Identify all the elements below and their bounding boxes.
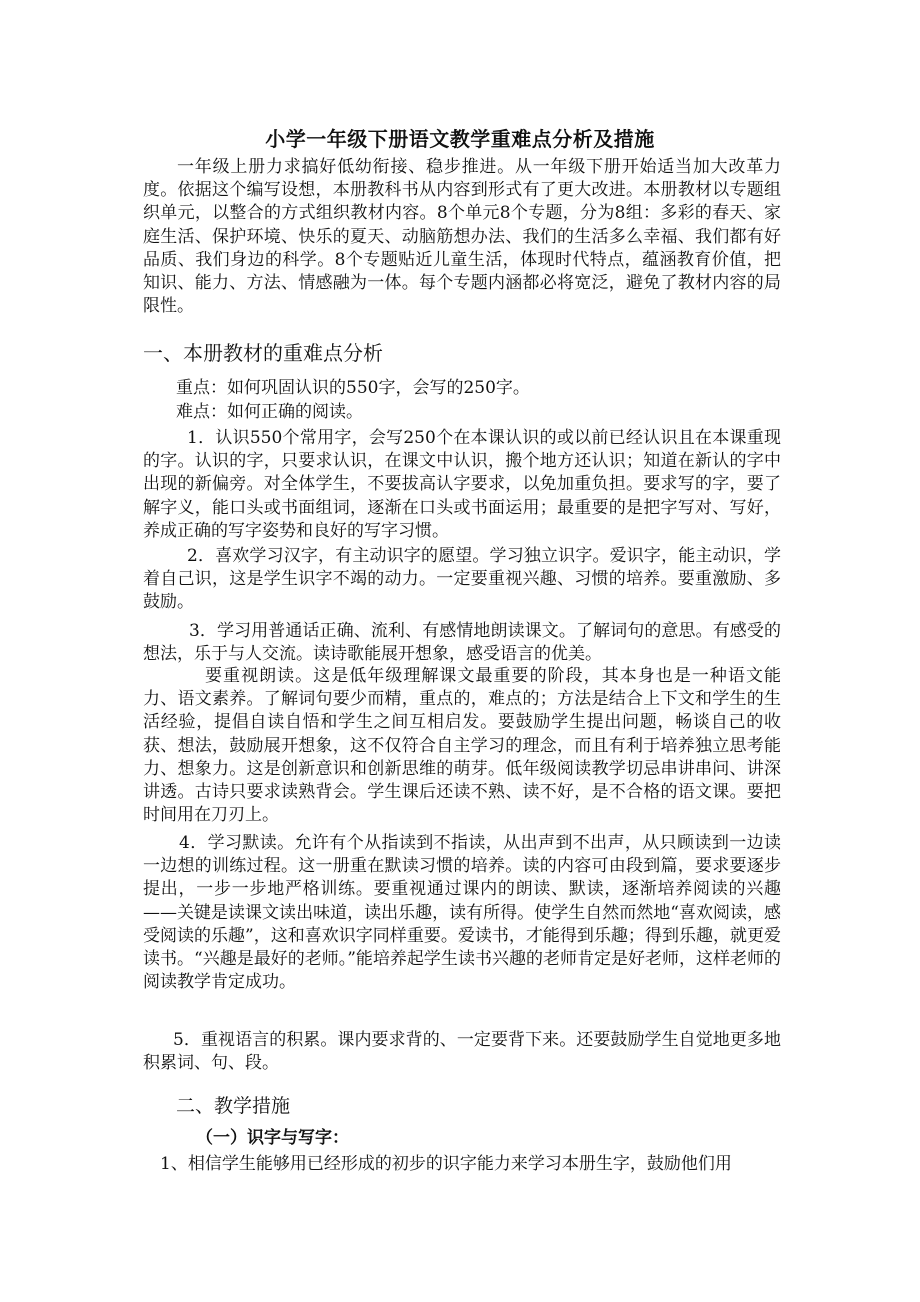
- intro-paragraph: 一年级上册力求搞好低幼衔接、稳步推进。从一年级下册开始适当加大改革力度。依据这个编写设想，本册教科书从内容到形式有了更大改进。本册教材以专题组织单元，以整合的方式组织教材内容。8个单元8个专题，分为8组：多彩的春天、家庭生活、保护环境、快乐的夏天、动脑筋想办法、我们的生活多么幸福、我们都有好品质、我们身边的科学。8个专题贴近儿童生活，体现时代特点，蕴涵教育价值，把知识、能力、方法、情感融为一体。每个专题内涵都必将宽泛，避免了教材内容的局限性。: [143, 157, 781, 317]
- section2-subheading: （一）识字与写字：: [196, 1128, 349, 1148]
- item2-paragraph: 2．喜欢学习汉字，有主动识字的愿望。学习独立识字。爱识字，能主动识，学着自己识，这是学生识字不竭的动力。一定要重视兴趣、习惯的培养。要重激励、多鼓励。: [143, 546, 781, 613]
- item3-detail-paragraph: 要重视朗读。这是低年级理解课文最重要的阶段，其本身也是一种语文能力、语文素养。了解词句要少而精，重点的，难点的；方法是结合上下文和学生的生活经验，提倡自读自悟和学生之间互相启发。要鼓励学生提出问题，畅谈自己的收获、想法，鼓励展开想象，这不仅符合自主学习的理念，而且有利于培养独立思考能力、想象力。这是创新意识和创新思维的萌芽。低年级阅读教学切忌串讲串问、讲深讲透。古诗只要求读熟背会。学生课后还读不熟、读不好，是不合格的语文课。要把时间用在刀刃上。: [143, 666, 781, 826]
- section2-heading: 二、教学措施: [176, 1095, 291, 1117]
- document-title: 小学一年级下册语文教学重难点分析及措施: [265, 127, 655, 151]
- item1-paragraph: 1．认识550个常用字，会写250个在本课认识的或以前已经认识且在本课重现的字。认识的字，只要求认识，在课文中认识，搬个地方还认识；知道在新认的字中出现的新偏旁。对全体学生，不要拔高认字要求，以免加重负担。要求写的字，要了解字义，能口头或书面组词，逐渐在口头或书面运用；最重要的是把字写对、写好，养成正确的写字姿势和良好的写字习惯。: [143, 428, 781, 541]
- section2-item1-paragraph: 1、相信学生能够用已经形成的初步的识字能力来学习本册生字，鼓励他们用: [160, 1154, 732, 1174]
- section1-heading: 一、本册教材的重难点分析: [143, 341, 383, 365]
- item3-paragraph: 3．学习用普通话正确、流利、有感情地朗读课文。了解词句的意思。有感受的想法，乐于与人交流。读诗歌能展开想象，感受语言的优美。: [143, 621, 781, 665]
- difficulty-line: 难点：如何正确的阅读。: [176, 402, 363, 422]
- key-point-line: 重点：如何巩固认识的550字，会写的250字。: [176, 378, 530, 398]
- item4-paragraph: 4．学习默读。允许有个从指读到不指读，从出声到不出声，从只顾读到一边读一边想的训练过程。这一册重在默读习惯的培养。读的内容可由段到篇，要求要逐步提出，一步一步地严格训练。要重视通过课内的朗读、默读，逐渐培养阅读的兴趣——关键是读课文读出味道，读出乐趣，读有所得。使学生自然而然地“喜欢阅读，感受阅读的乐趣”，这和喜欢识字同样重要。爱读书，才能得到乐趣；得到乐趣，就更爱读书。“兴趣是最好的老师。”能培养起学生读书兴趣的老师肯定是好老师，这样老师的阅读教学肯定成功。: [143, 833, 781, 993]
- item5-paragraph: 5．重视语言的积累。课内要求背的、一定要背下来。还要鼓励学生自觉地更多地积累词、句、段。: [143, 1030, 781, 1074]
